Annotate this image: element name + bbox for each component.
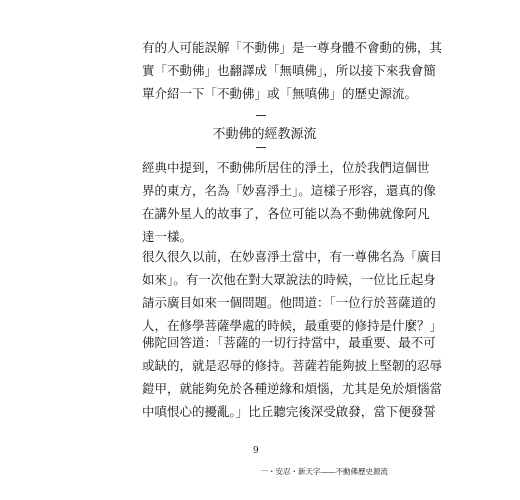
text-line: 或缺的，就是忍辱的修持。菩薩若能夠披上堅韌的忍辱	[142, 358, 443, 373]
intro-paragraph	[142, 36, 443, 105]
text-line: 人，在修學菩薩學處的時候，最重要的修持是什麼？」	[142, 318, 443, 333]
text-line: 實「不動佛」也翻譯成「無嗔佛」，所以接下來我會簡	[142, 63, 436, 78]
paragraph-question	[142, 245, 443, 337]
text-line: 如來」。有一次他在對大眾說法的時候，一位比丘起身	[142, 272, 436, 287]
heading-bottom-dash	[256, 147, 266, 148]
text-line: 界的東方，名為「妙喜淨土」。這樣子形容，還真的像	[142, 183, 436, 198]
text-line: 中嗔恨心的擾亂。」比丘聽完後深受啟發，當下便發誓	[142, 404, 436, 419]
text-line: 鎧甲，就能夠免於各種逆緣和煩惱，尤其是免於煩惱當	[142, 381, 443, 396]
text-line: 達一樣。	[142, 229, 193, 244]
heading-top-dash	[256, 115, 266, 116]
paragraph-pure-land	[142, 156, 436, 248]
text-line: 佛陀回答道：「菩薩的一切行持當中，最重要、最不可	[142, 335, 436, 350]
text-line: 經典中提到，不動佛所居住的淨土，位於我們這個世	[142, 160, 430, 175]
running-footer: 一・安忍・新天字――不動佛歷史源流	[260, 467, 388, 476]
paragraph-answer	[142, 331, 443, 423]
text-line: 請示廣目如來一個問題。他問道：「一位行於菩薩道的	[142, 295, 436, 310]
section-heading: 不動佛的經教源流	[212, 127, 317, 142]
text-line: 有的人可能誤解「不動佛」是一尊身體不會動的佛，其	[142, 40, 443, 55]
page-number: 9	[253, 446, 259, 456]
text-line: 很久很久以前，在妙喜淨土當中，有一尊佛名為「廣目	[142, 249, 443, 264]
text-line: 單介紹一下「不動佛」或「無嗔佛」的歷史源流。	[142, 86, 418, 101]
text-line: 在講外星人的故事了，各位可能以為不動佛就像阿凡	[142, 206, 430, 221]
